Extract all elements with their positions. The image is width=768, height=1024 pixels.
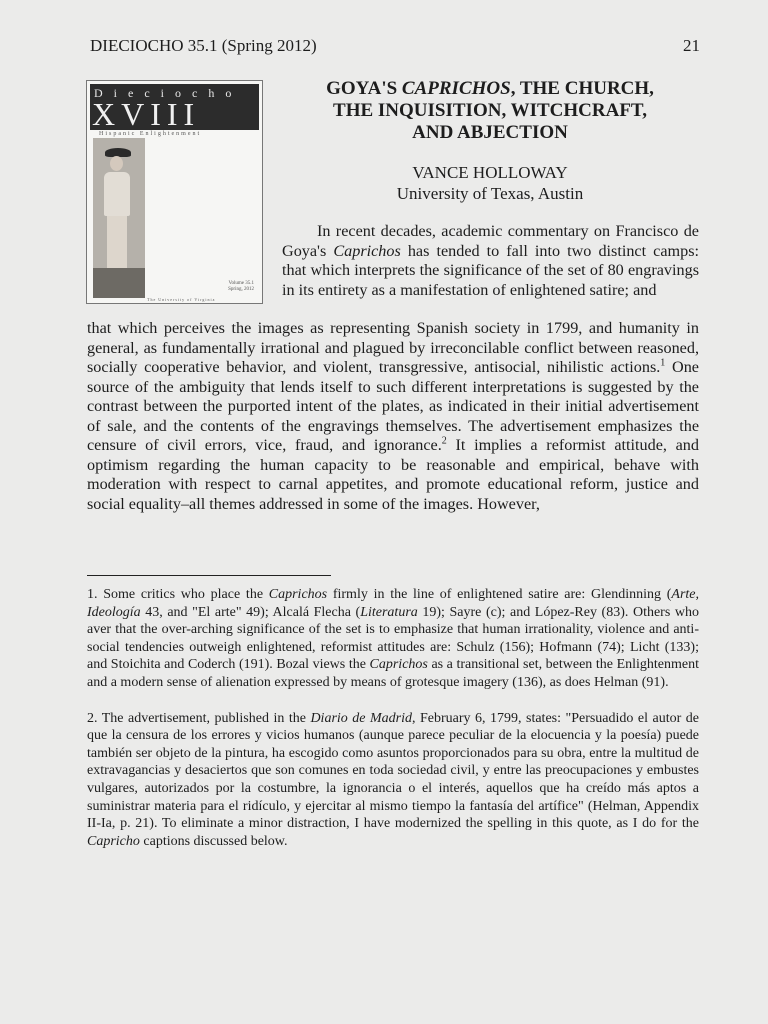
footnote-text: captions discussed below. <box>139 833 288 849</box>
cover-publisher: The University of Virginia <box>147 297 216 302</box>
author-block <box>280 162 700 204</box>
title-italic: CAPRICHOS <box>401 78 511 99</box>
body-paragraph <box>87 319 699 514</box>
body-text-run: It implies a reformist attitude, and optimism regarding the human capacity to be reasonable and empirical, behave with moderation with respect to carnal appetites, and promote educational reform, justice and social equality–all themes addressed in some of the images. However, <box>87 436 699 513</box>
running-head <box>90 36 700 56</box>
figure-torso <box>104 172 130 216</box>
figure-ground <box>93 268 145 298</box>
footnote-divider <box>87 575 331 576</box>
cover-volume: Volume 35.1 <box>228 281 254 286</box>
body-text-run: has tended to fall into two distinct camps: that which interprets the significance of the set of 80 engravings in its entirety as a manifestation of enlightened satire; and <box>282 241 699 299</box>
cover-portrait-figure <box>93 138 145 298</box>
title-line2: THE INQUISITION, WITCHCRAFT, <box>333 100 647 121</box>
footnote-2 <box>87 710 699 851</box>
journal-cover-image <box>86 80 263 304</box>
figure-legs <box>107 216 127 268</box>
body-text-run: One source of the ambiguity that lends itself to such different interpretations is suggested by the contrast between the purported intent of the plates, as indicated in their initial advertisement of sale, and the contents of the engravings themselves. The advertisement emphasizes the censure of civil errors, vice, fraud, and ignorance. <box>87 358 699 454</box>
cover-subtitle: Hispanic Enlightenment <box>99 131 202 137</box>
footnote-italic: Literatura <box>360 604 418 620</box>
cover-roman-numeral: XVIII <box>92 96 201 132</box>
cover-issue: Spring, 2012 <box>228 287 254 292</box>
title-prefix: GOYA'S <box>326 78 402 99</box>
footnote-text: , February 6, 1799, states: "Persuadido el autor de que la censura de los errores y vicios humanos (aunque parece peculiar de la elocuencia y la poesía) puede también ser objeto de la pintura, ha escogido como asuntos proporcionados para su obra, entre la multitud de extravagancias y desaciertos que son comunes en toda sociedad civil, y entre las preocupaciones y embustes vulgares, autorizados por la costumbre, la ignorancia o el interés, aquellos que ha creído más aptos a suministrar materia para el ridículo, y ejercitar al mismo tiempo la fantasía del artífice" (Helman, Appendix II-Ia, p. 21). To eliminate a minor distraction, I have modernized the spelling in this quote, as I do for the <box>87 710 699 832</box>
footnote-text: 1. Some critics who place the <box>87 587 269 602</box>
footnote-italic: Arte, Ideología <box>87 587 699 620</box>
page-number: 21 <box>683 36 700 55</box>
footnote-text: firmly in the line of enlightened satire are: Glendinning ( <box>327 587 672 602</box>
journal-issue: DIECIOCHO 35.1 (Spring 2012) <box>90 36 317 55</box>
footnotes <box>87 586 699 868</box>
body-italic-run: Caprichos <box>333 241 401 260</box>
footnote-italic: Caprichos <box>268 587 328 602</box>
body-text-run: that which perceives the images as representing Spanish society in 1799, and humanity in general, as fundamentally irrational and plagued by irreconcilable conflict between reasoned, socially cooperative behavior, and violent, transgressive, antisocial, nihilistic actions. <box>87 319 699 376</box>
cover-title-band <box>90 84 259 130</box>
cover-title-word: Dieciocho <box>94 86 243 100</box>
footnote-text: 2. The advertisement, published in the <box>87 710 311 726</box>
figure-head <box>110 156 123 171</box>
footnote-italic: Diario de Madrid <box>310 710 412 726</box>
footnote-text: 43, and "El arte" 49); Alcalá Flecha ( <box>140 604 361 620</box>
article-title <box>280 78 700 144</box>
footnote-text: 19); Sayre (c); and López-Rey (83). Others who aver that the over-arching significance of the set is to emphasize that human irrationality, violence and anti-social tendencies outweigh enlightened, reformist attitudes are: Schulz (156); Hofmann (74); Licht (133); and Stoichita and Coderch (191). Bozal views the <box>87 604 699 673</box>
footnote-ref-1[interactable]: 1 <box>660 357 666 369</box>
cover-volume-info <box>228 281 254 293</box>
footnote-text: as a transitional set, between the Enlightenment and a modern sense of alienation expressed by means of grotesque imagery (136), as does Helman (91). <box>87 657 700 690</box>
footnote-1 <box>87 586 699 692</box>
body-text-run: In recent decades, academic commentary on Francisco de Goya's <box>282 222 699 260</box>
title-line3: AND ABJECTION <box>412 122 568 143</box>
footnote-italic: Caprichos <box>369 657 428 673</box>
title-line1-rest: , THE CHURCH, <box>510 78 654 99</box>
footnote-italic: Capricho <box>87 833 140 849</box>
body-paragraph-wrapped <box>282 222 699 300</box>
author-affiliation: University of Texas, Austin <box>396 184 584 203</box>
footnote-ref-2[interactable]: 2 <box>441 435 447 447</box>
author-name: VANCE HOLLOWAY <box>412 163 568 182</box>
